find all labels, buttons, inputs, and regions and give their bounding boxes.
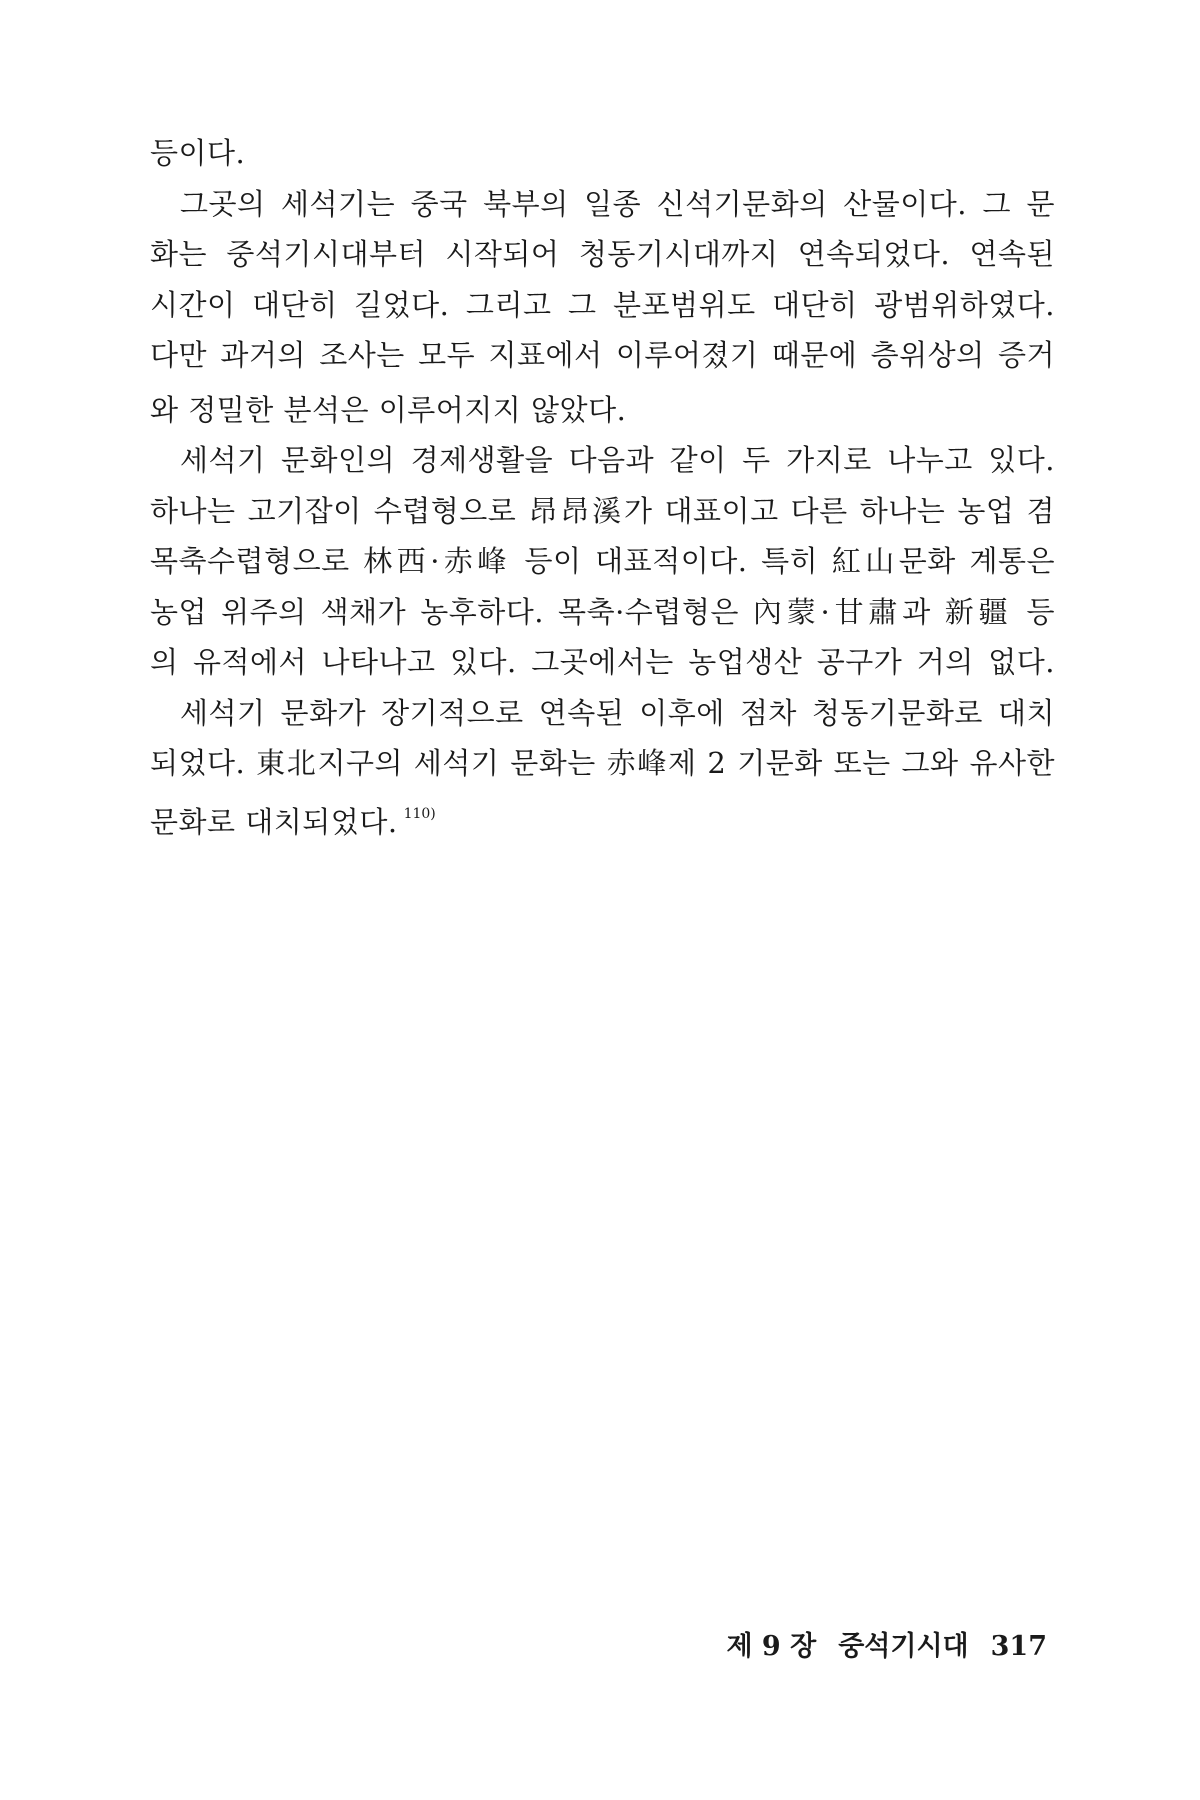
paragraph-1	[150, 128, 1055, 179]
text-line: 하나는 고기잡이 수렵형으로 昂昂溪가 대표이고 다른 하나는 농업 겸	[150, 493, 1055, 528]
page-number: 317	[990, 1631, 1047, 1662]
footnote-marker: 110)	[403, 805, 436, 822]
text-line: 의 유적에서 나타나고 있다. 그곳에서는 농업생산 공구가 거의 없다.	[150, 645, 1055, 679]
text-line: 화는 중석기시대부터 시작되어 청동기시대까지 연속되었다. 연속된	[150, 237, 1055, 271]
text-line-with-footnote	[150, 789, 1055, 848]
running-footer	[726, 1624, 1047, 1663]
paragraph-3	[150, 435, 1055, 688]
body-text	[150, 128, 1055, 847]
text-line: 와 정밀한 분석은 이루어지지 않았다.	[150, 392, 627, 427]
text-line: 그곳의 세석기는 중국 북부의 일종 신석기문화의 산물이다. 그 문	[180, 186, 1055, 221]
text-line: 등이다.	[150, 136, 246, 170]
chapter-label: 제 9 장	[726, 1631, 817, 1662]
text-line: 농업 위주의 색채가 농후하다. 목축·수렵형은 內蒙·甘肅과 新疆 등	[150, 594, 1055, 629]
text-line: 되었다. 東北지구의 세석기 문화는 赤峰제 2 기문화 또는 그와 유사한	[150, 746, 1055, 780]
text-line: 시간이 대단히 길었다. 그리고 그 분포범위도 대단히 광범위하였다.	[150, 287, 1055, 322]
chapter-title: 중석기시대	[838, 1631, 969, 1662]
paragraph-2	[150, 179, 1055, 436]
text-line: 문화로 대치되었다.	[150, 804, 398, 839]
text-line: 세석기 문화인의 경제생활을 다음과 같이 두 가지로 나누고 있다.	[180, 443, 1055, 477]
paragraph-4	[150, 688, 1055, 848]
text-line: 다만 과거의 조사는 모두 지표에서 이루어졌기 때문에 층위상의 증거	[150, 338, 1055, 372]
text-line: 목축수렵형으로 林西·赤峰 등이 대표적이다. 특히 紅山문화 계통은	[150, 544, 1055, 578]
text-line: 세석기 문화가 장기적으로 연속된 이후에 점차 청동기문화로 대치	[180, 695, 1055, 730]
